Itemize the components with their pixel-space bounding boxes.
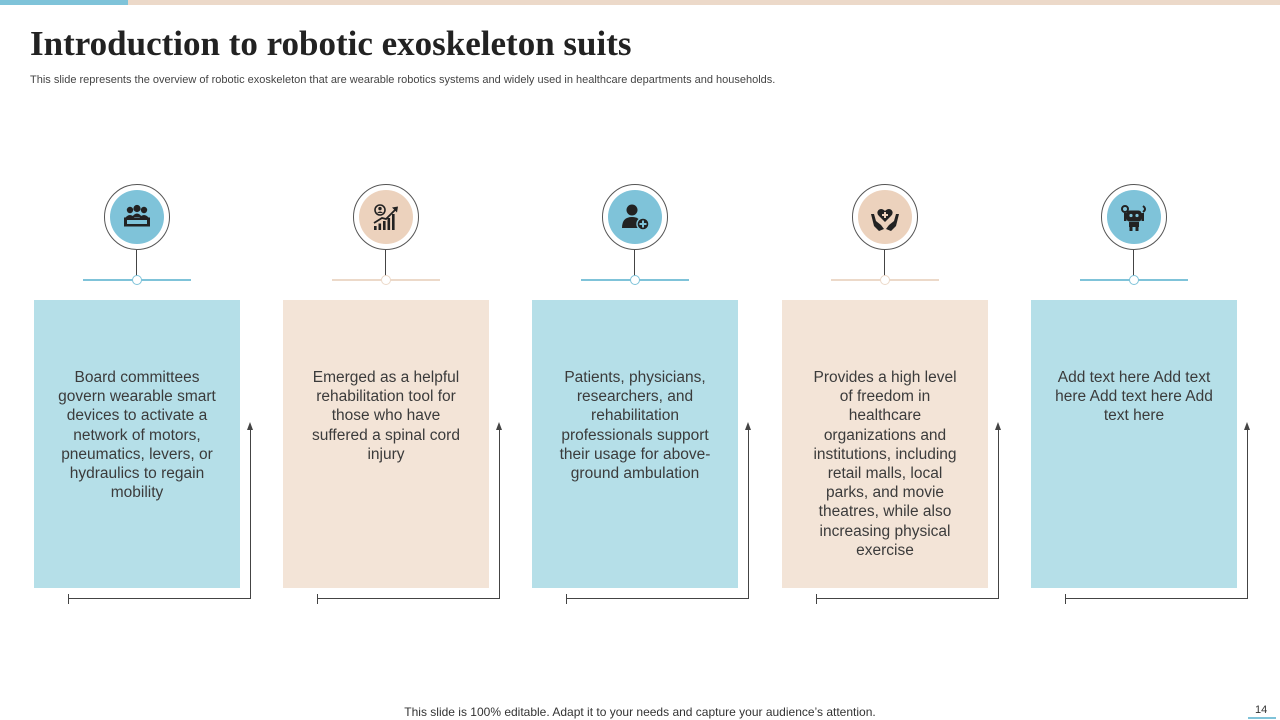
bracket-vertical <box>1247 428 1248 599</box>
bracket-vertical <box>499 428 500 599</box>
icon-ring <box>852 184 918 250</box>
bracket-tick <box>68 594 69 604</box>
connector-stem <box>634 250 635 276</box>
icon-ring <box>602 184 668 250</box>
info-card <box>532 300 738 588</box>
arrow-up-icon <box>745 422 751 430</box>
bracket-horizontal <box>816 598 999 599</box>
bracket-tick <box>317 594 318 604</box>
user-add-icon <box>608 190 662 244</box>
arrow-up-icon <box>995 422 1001 430</box>
connector-stem <box>136 250 137 276</box>
icon-ring <box>1101 184 1167 250</box>
heart-hands-icon <box>858 190 912 244</box>
connector-node <box>880 275 890 285</box>
bracket-tick <box>566 594 567 604</box>
info-card <box>1031 300 1237 588</box>
committee-icon <box>110 190 164 244</box>
arrow-up-icon <box>496 422 502 430</box>
connector-stem <box>884 250 885 276</box>
icon-ring <box>104 184 170 250</box>
slide-subtitle: This slide represents the overview of robotic exoskeleton that are wearable robotics systems and widely used in healthcare departments and households. <box>30 74 776 86</box>
card-text: Emerged as a helpful rehabilitation tool for those who have suffered a spinal cord injury <box>312 369 460 463</box>
bracket-horizontal <box>68 598 251 599</box>
column-1 <box>34 180 254 610</box>
connector-node <box>1129 275 1139 285</box>
info-card <box>34 300 240 588</box>
robot-icon <box>1107 190 1161 244</box>
info-card <box>283 300 489 588</box>
slide-footer: This slide is 100% editable. Adapt it to your needs and capture your audience’s attention. <box>404 705 876 719</box>
arrow-up-icon <box>1244 422 1250 430</box>
bracket-horizontal <box>317 598 500 599</box>
connector-stem <box>385 250 386 276</box>
bracket-horizontal <box>1065 598 1248 599</box>
bracket-tick <box>1065 594 1066 604</box>
connector-node <box>381 275 391 285</box>
connector-stem <box>1133 250 1134 276</box>
bracket-horizontal <box>566 598 749 599</box>
column-2 <box>283 180 503 610</box>
icon-ring <box>353 184 419 250</box>
connector-node <box>132 275 142 285</box>
info-card <box>782 300 988 588</box>
card-text: Add text here Add text here Add text here Add text here <box>1055 369 1213 425</box>
top-accent-bar-beige <box>128 0 1280 5</box>
growth-chart-icon <box>359 190 413 244</box>
card-text: Patients, physicians, researchers, and rehabilitation professionals support their usage for above-ground ambulation <box>559 369 711 483</box>
bracket-tick <box>816 594 817 604</box>
page-number: 14 <box>1255 704 1268 716</box>
bracket-vertical <box>250 428 251 599</box>
card-text: Provides a high level of freedom in healthcare organizations and institutions, including retail malls, local parks, and movie theatres, while also increasing physical exercise <box>813 369 957 559</box>
card-text: Board committees govern wearable smart devices to activate a network of motors, pneumatics, levers, or hydraulics to regain mobility <box>58 369 216 502</box>
column-4 <box>782 180 1002 610</box>
connector-node <box>630 275 640 285</box>
column-5 <box>1031 180 1251 610</box>
bracket-vertical <box>998 428 999 599</box>
page-number-underline <box>1248 717 1276 719</box>
column-3 <box>532 180 752 610</box>
top-accent-bar-blue <box>0 0 128 5</box>
arrow-up-icon <box>247 422 253 430</box>
slide-title: Introduction to robotic exoskeleton suits <box>30 24 632 63</box>
bracket-vertical <box>748 428 749 599</box>
